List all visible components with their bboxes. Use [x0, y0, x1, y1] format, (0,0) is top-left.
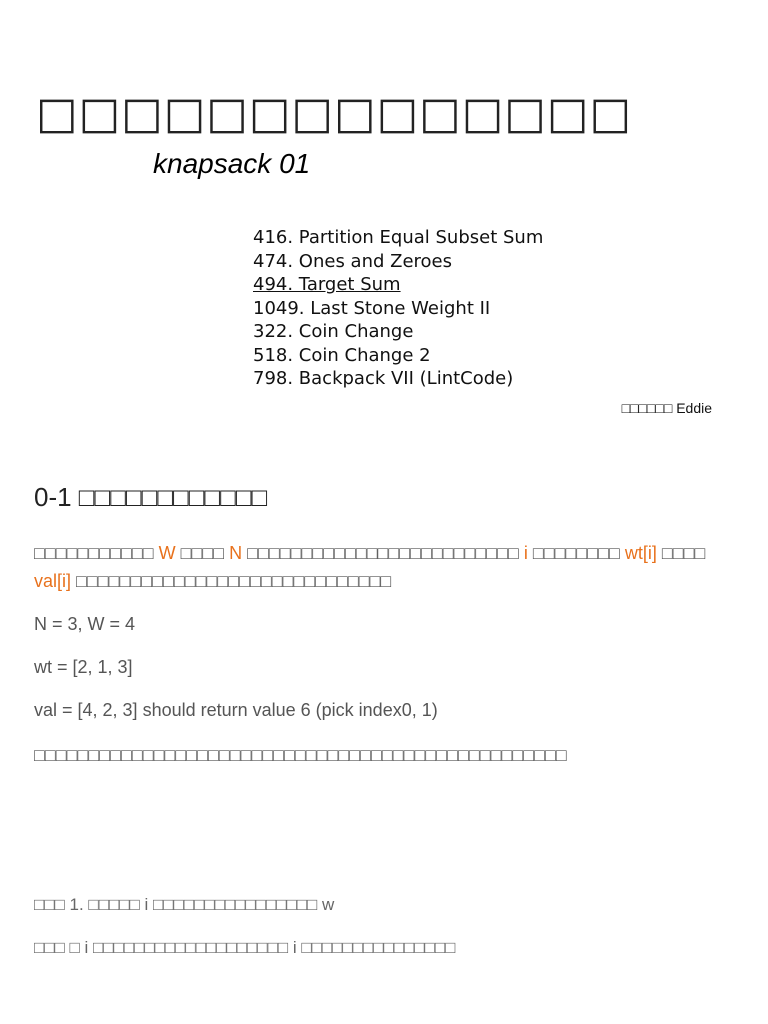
var-W: W — [158, 543, 176, 563]
var-i: i — [523, 543, 528, 563]
var-N: N — [229, 543, 243, 563]
desc-text: □□□□□□□□□□□□□□□□□□□□□□□□□ — [242, 543, 524, 563]
solution-line-1: □□□ 1. □□□□□ i □□□□□□□□□□□□□□□□ w — [34, 895, 335, 914]
problem-item-474: 474. Ones and Zeroes — [253, 250, 453, 272]
note-text: □□□□□□□□□□□□□□□□□□□□□□□□□□□□□□□□□□□□□□□□□□□□□□□□□ — [34, 745, 567, 765]
problem-item-416: 416. Partition Equal Subset Sum — [253, 227, 544, 248]
var-val: val[i] — [34, 571, 72, 591]
desc-text: □□□□□□□□□□□ — [34, 543, 159, 563]
var-wt: wt[i] — [624, 543, 657, 563]
problem-list — [253, 226, 543, 391]
example-val: val = [4, 2, 3] should return value 6 (pick index0, 1) — [34, 700, 438, 720]
problem-item-518: 518. Coin Change 2 — [253, 344, 431, 366]
problem-item-1049: 1049. Last Stone Weight II — [253, 297, 491, 319]
desc-text: □□□□ — [656, 543, 706, 563]
author-credit: □□□□□□ Eddie — [621, 400, 712, 416]
desc-text: □□□□ — [175, 543, 230, 563]
problem-description-line-2 — [34, 571, 391, 592]
problem-link-494[interactable]: 494. Target Sum — [253, 274, 401, 295]
problem-item-322: 322. Coin Change — [253, 321, 414, 342]
example-wt: wt = [2, 1, 3] — [34, 657, 133, 677]
section-heading: 0-1 □□□□□□□□□□□□ — [34, 482, 268, 512]
page-title: □□□□□□□□□□□□□□ — [36, 88, 633, 139]
page-subtitle: knapsack 01 — [153, 148, 311, 179]
desc-text: □□□□□□□□□□□□□□□□□□□□□□□□□□□□□ — [71, 571, 392, 591]
example-n-w: N = 3, W = 4 — [34, 614, 136, 634]
problem-description-line-1 — [34, 543, 705, 564]
problem-item-798: 798. Backpack VII (LintCode) — [253, 368, 514, 389]
desc-text: □□□□□□□□ — [527, 543, 625, 563]
solution-line-2: □□□ □ i □□□□□□□□□□□□□□□□□□□ i □□□□□□□□□□□□□□□ — [34, 938, 456, 957]
